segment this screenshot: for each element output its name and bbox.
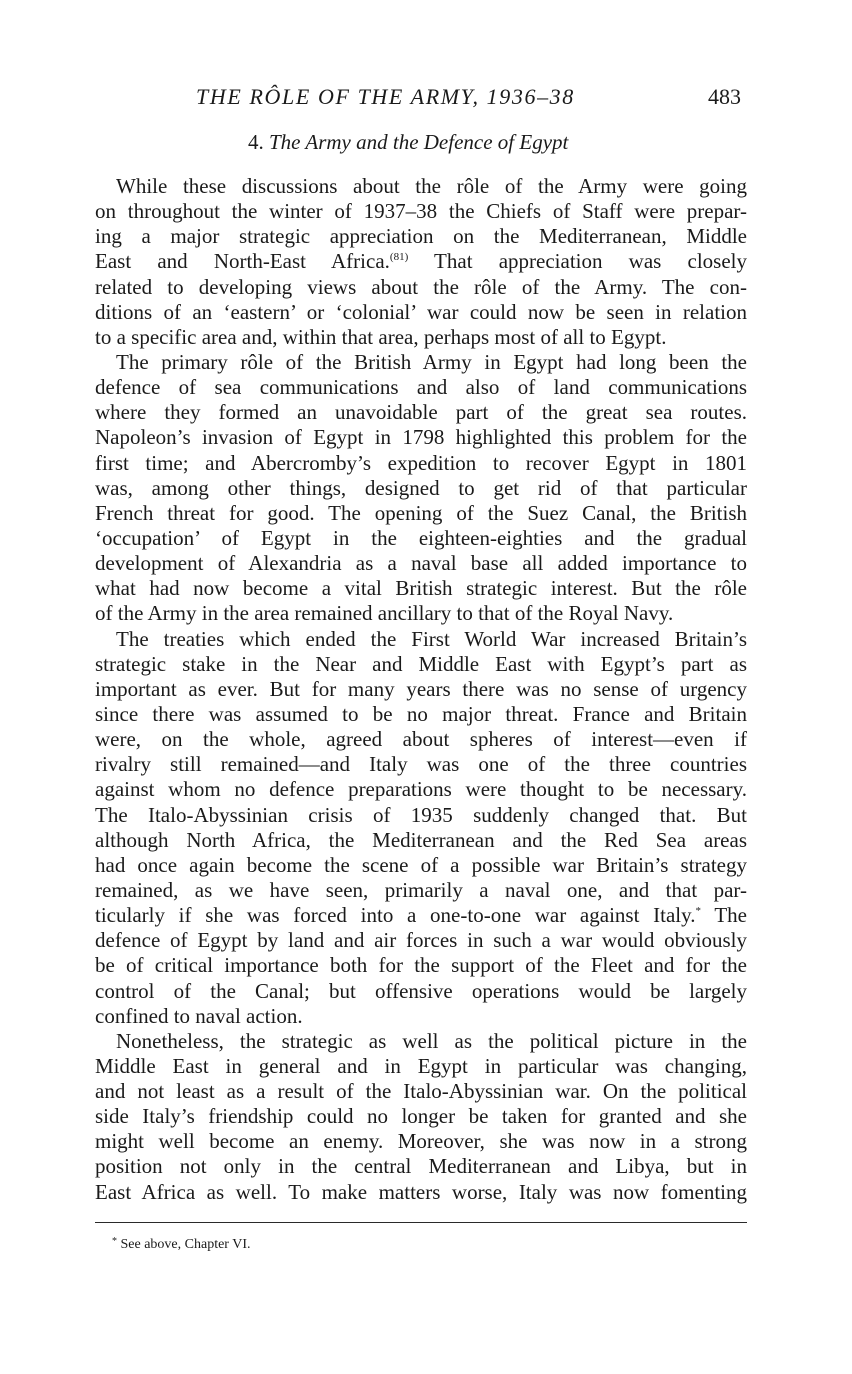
line-text: While these discussions about the rôle of the Army were going: [116, 174, 747, 198]
line-text: control of the Canal; but offensive operations would be largely: [95, 978, 747, 1003]
text-line: [95, 928, 747, 953]
line-text: development of Alexandria as a naval base all added importance to: [95, 551, 747, 576]
text-line: [95, 601, 747, 626]
line-text: position not only in the central Mediterranean and Libya, but in: [95, 1154, 747, 1179]
line-text: East and North-East Africa.: [95, 249, 390, 274]
line-text: ‘occupation’ of Egypt in the eighteen-eighties and the gradual: [95, 525, 747, 550]
body-text: [95, 174, 747, 1205]
line-text: confined to naval action.: [95, 1003, 303, 1028]
text-line: [95, 1129, 747, 1154]
running-head-title: THE RÔLE OF THE ARMY, 1936–38: [196, 84, 575, 109]
line-text: The primary rôle of the British Army in Egypt had long been the: [116, 349, 747, 374]
text-line: [95, 249, 747, 274]
text-line: [95, 1054, 747, 1079]
text-line: [95, 878, 747, 903]
text-line: [95, 174, 747, 199]
text-line: [95, 752, 747, 777]
line-text: on throughout the winter of 1937–38 the Chiefs of Staff were prepar-: [95, 199, 747, 224]
text-line: [95, 1029, 747, 1054]
line-text: East Africa as well. To make matters worse, Italy was now fomenting: [95, 1179, 747, 1204]
line-text: what had now become a vital British strategic interest. But the rôle: [95, 576, 747, 601]
text-line: [95, 526, 747, 551]
text-line: [95, 1104, 747, 1129]
text-line: [95, 501, 747, 526]
text-line: [95, 953, 747, 978]
section-title: The Army and the Defence of Egypt: [269, 130, 569, 154]
line-text: and not least as a result of the Italo-Abyssinian war. On the political: [95, 1079, 747, 1104]
text-line: [95, 677, 747, 702]
line-text: was, among other things, designed to get rid of that particular: [95, 475, 747, 500]
text-line: [95, 400, 747, 425]
text-line: [95, 350, 747, 375]
line-text: rivalry still remained—and Italy was one of the three countries: [95, 752, 747, 777]
text-line: [95, 1180, 747, 1205]
text-line: [95, 627, 747, 652]
text-line: [95, 576, 747, 601]
line-text: ticularly if she was forced into a one-to-one war against Italy.: [95, 903, 696, 928]
line-text: Middle East in general and in Egypt in particular was changing,: [95, 1053, 747, 1078]
text-line: [95, 979, 747, 1004]
text-line: [95, 1079, 747, 1104]
line-text: were, on the whole, agreed about spheres of interest—even if: [95, 727, 747, 752]
line-text: important as ever. But for many years there was no sense of urgency: [95, 676, 747, 701]
line-text: of the Army in the area remained ancillary to that of the Royal Navy.: [95, 601, 674, 626]
text-line: [95, 199, 747, 224]
text-line: [95, 702, 747, 727]
line-text: side Italy’s friendship could no longer be taken for granted and she: [95, 1104, 747, 1129]
line-text: remained, as we have seen, primarily a naval one, and that par-: [95, 877, 747, 902]
text-line: [95, 727, 747, 752]
line-text: be of critical importance both for the support of the Fleet and for the: [95, 953, 747, 978]
text-line: [95, 777, 747, 802]
line-text: although North Africa, the Mediterranean and the Red Sea areas: [95, 827, 747, 852]
footnote-marker: *: [112, 1236, 117, 1247]
line-text: had once again become the scene of a possible war Britain’s strategy: [95, 852, 747, 877]
line-text: first time; and Abercromby’s expedition to recover Egypt in 1801: [95, 450, 747, 475]
text-line: [95, 803, 747, 828]
line-text: strategic stake in the Near and Middle East with Egypt’s part as: [95, 651, 747, 676]
line-text: might well become an enemy. Moreover, she was now in a strong: [95, 1129, 747, 1154]
footnote-reference: *: [695, 905, 701, 918]
text-line: [95, 551, 747, 576]
section-number: 4.: [248, 130, 264, 154]
line-text: defence of Egypt by land and air forces in such a war would obviously: [95, 928, 747, 953]
line-text: Napoleon’s invasion of Egypt in 1798 highlighted this problem for the: [95, 425, 747, 450]
text-line: [95, 476, 747, 501]
text-line: [95, 853, 747, 878]
text-line: [95, 425, 747, 450]
text-line: [95, 903, 747, 928]
line-text: ditions of an ‘eastern’ or ‘colonial’ war could now be seen in relation: [95, 299, 747, 324]
text-line: [95, 652, 747, 677]
line-text: Nonetheless, the strategic as well as the political picture in the: [116, 1028, 747, 1053]
text-line: [95, 375, 747, 400]
text-line: [95, 300, 747, 325]
text-line: [95, 275, 747, 300]
section-heading: [248, 130, 568, 155]
line-text: The treaties which ended the First World War increased Britain’s: [116, 626, 747, 651]
line-text: to a specific area and, within that area, perhaps most of all to Egypt.: [95, 324, 667, 349]
line-text: related to developing views about the rôle of the Army. The con-: [95, 274, 747, 299]
endnote-reference: (81): [389, 251, 409, 264]
text-line: [95, 224, 747, 249]
footnote-text: See above, Chapter VI.: [117, 1237, 251, 1252]
running-head: [0, 84, 852, 114]
text-line: [95, 1004, 747, 1029]
line-text: The Italo-Abyssinian crisis of 1935 suddenly changed that. But: [95, 802, 747, 827]
line-text: French threat for good. The opening of the Suez Canal, the British: [95, 500, 747, 525]
line-text: where they formed an unavoidable part of the great sea routes.: [95, 400, 747, 425]
line-text: since there was assumed to be no major threat. France and Britain: [95, 701, 747, 726]
page-number: 483: [708, 84, 741, 109]
line-text: defence of sea communications and also of land communications: [95, 375, 747, 400]
text-line: [95, 1154, 747, 1179]
line-text: against whom no defence preparations were thought to be necessary.: [95, 777, 747, 802]
footnote-rule: [95, 1222, 747, 1223]
line-text-after-note: The: [701, 903, 747, 928]
text-line: [95, 325, 747, 350]
footnote: [112, 1236, 250, 1253]
line-text: ing a major strategic appreciation on the Mediterranean, Middle: [95, 224, 747, 249]
text-line: [95, 828, 747, 853]
line-text-after-note: That appreciation was closely: [408, 249, 748, 274]
text-line: [95, 451, 747, 476]
